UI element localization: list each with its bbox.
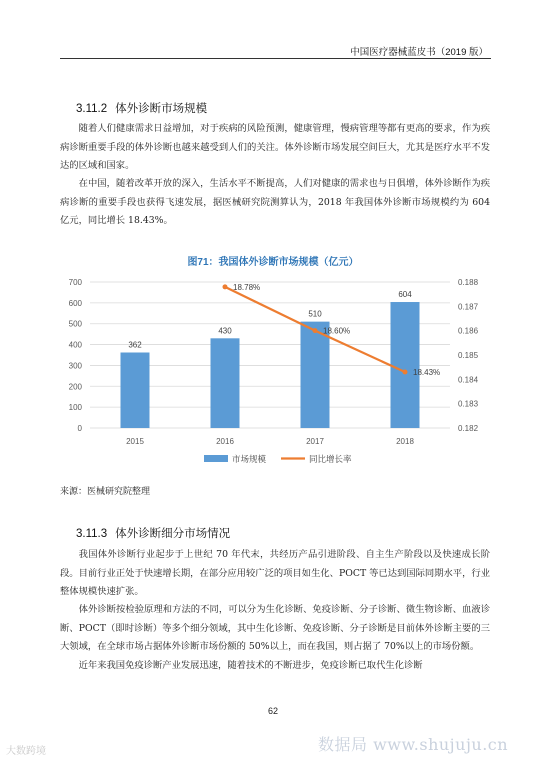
header-rule — [60, 58, 491, 59]
y-right-tick-label: 0.188 — [458, 278, 479, 287]
chart-title: 图71：我国体外诊断市场规模（亿元） — [187, 257, 359, 268]
line-value-label: 18.60% — [323, 326, 351, 336]
y-left-tick-label: 100 — [68, 403, 82, 413]
bar-value-label: 510 — [308, 309, 322, 319]
source-note: 来源：医械研究院整理 — [60, 487, 151, 497]
bar — [391, 302, 420, 428]
y-right-tick-label: 0.184 — [458, 375, 479, 385]
section-heading — [76, 525, 230, 541]
y-left-tick-label: 700 — [68, 278, 82, 287]
bar-value-label: 430 — [218, 326, 232, 336]
y-left-tick-label: 600 — [68, 298, 82, 308]
section-title: 体外诊断细分市场情况 — [115, 528, 231, 540]
market-size-chart — [55, 248, 495, 476]
y-left-tick-label: 0 — [77, 424, 82, 433]
paragraph: 随着人们健康需求日益增加，对于疾病的风险预测，健康管理，慢病管理等都有更高的要求，作为疾病诊断重要手段的体外诊断也越来越受到人们的关注。体外诊断市场发展空间巨大，尤其是医疗水平不发达的区域和国家。 — [60, 123, 490, 171]
paragraph: 体外诊断按检验原理和方法的不同，可以分为生化诊断、免疫诊断、分子诊断、微生物诊断、血液诊断、POCT（即时诊断）等多个细分领域，其中生化诊断、免疫诊断、分子诊断是目前体外诊断主要的三大领域，在全球市场占据体外诊断市场份额的 50%以上，而在我国，则占据了 70%以上的市场份额。 — [60, 604, 490, 652]
y-right-tick-label: 0.185 — [458, 351, 479, 360]
page-number: 62 — [267, 706, 278, 716]
running-header-title: 中国医疗器械蓝皮书（2019 版） — [350, 47, 488, 58]
bar — [211, 338, 240, 428]
y-right-tick-label: 0.186 — [458, 326, 479, 336]
bar-value-label: 604 — [398, 290, 412, 300]
line-point — [223, 284, 228, 289]
bar-value-label: 362 — [128, 340, 142, 350]
y-right-tick-label: 0.183 — [458, 399, 479, 409]
x-tick-label: 2016 — [216, 437, 234, 446]
section-number: 3.11.2 — [76, 103, 108, 115]
line-value-label: 18.43% — [413, 368, 441, 378]
legend-swatch-bars — [204, 455, 228, 462]
section-title: 体外诊断市场规模 — [115, 103, 208, 115]
paragraph: 我国体外诊断行业起步于上世纪 70 年代末，共经历产品引进阶段、自主生产阶段以及快速成长阶段。目前行业正处于快速增长期，在部分应用较广泛的项目如生化、POCT 等已达到国际同期水平，行业整体规模快速扩张。 — [60, 549, 490, 597]
legend-label: 同比增长率 — [309, 454, 352, 464]
legend-label: 市场规模 — [232, 454, 267, 464]
y-left-tick-label: 200 — [68, 382, 82, 392]
watermark-left: 大数跨境 — [6, 746, 46, 757]
line-point — [403, 370, 408, 375]
y-right-tick-label: 0.187 — [458, 302, 479, 312]
x-tick-label: 2018 — [396, 437, 414, 446]
bar — [301, 322, 330, 428]
paragraph: 在中国，随着改革开放的深入，生活水平不断提高，人们对健康的需求也与日俱增，体外诊断作为疾病诊断的重要手段也获得飞速发展，据医械研究院测算认为，2018 年我国体外诊断市场规模约为 604 亿元，同比增长 18.43%。 — [60, 178, 490, 226]
paragraph: 近年来我国免疫诊断产业发展迅速，随着技术的不断进步，免疫诊断已取代生化诊断 — [78, 660, 423, 671]
y-right-tick-label: 0.182 — [458, 424, 479, 433]
y-left-tick-label: 500 — [68, 319, 82, 329]
y-left-tick-label: 400 — [68, 340, 82, 350]
bar — [121, 352, 150, 428]
x-tick-label: 2015 — [126, 437, 144, 446]
section-number: 3.11.3 — [76, 528, 108, 540]
x-tick-label: 2017 — [306, 437, 324, 446]
y-left-tick-label: 300 — [68, 361, 82, 371]
line-value-label: 18.78% — [233, 282, 261, 292]
watermark-right: 数据局 www.shujuju.cn — [318, 735, 509, 754]
line-point — [313, 328, 318, 333]
section-heading — [76, 100, 207, 116]
